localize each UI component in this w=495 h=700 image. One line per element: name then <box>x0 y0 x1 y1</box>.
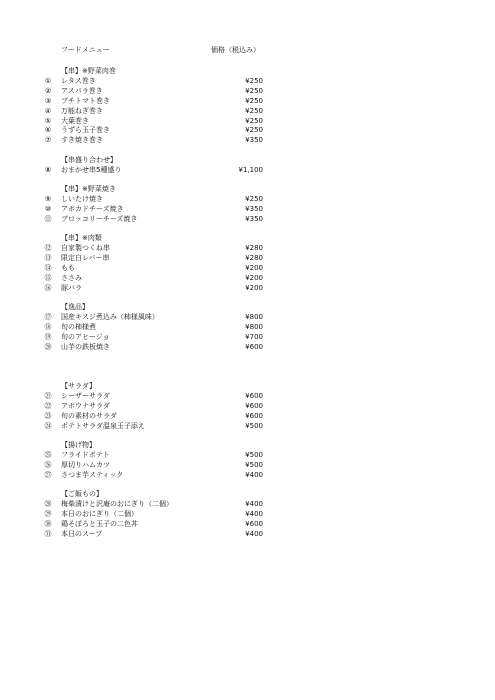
item-name: 本日のスープ <box>61 529 103 538</box>
item-number: ⑱ <box>44 322 52 331</box>
item-price: ¥500 <box>245 460 263 469</box>
section-title: 【串盛り合わせ】 <box>61 156 117 164</box>
menu-item-row <box>0 421 495 431</box>
item-price: ¥350 <box>245 204 263 213</box>
item-name: 鶏そぼろと玉子の二色丼 <box>61 519 138 528</box>
item-number: ⑬ <box>44 253 52 262</box>
item-price: ¥600 <box>245 519 263 528</box>
item-name: アスパラ巻き <box>61 86 103 95</box>
menu-item-row <box>0 273 495 283</box>
item-number: ③ <box>44 96 52 105</box>
item-name: 万能ねぎ巻き <box>61 106 103 115</box>
menu-item-row <box>0 401 495 411</box>
menu-item-row <box>0 76 495 86</box>
item-price: ¥400 <box>245 470 263 479</box>
menu-item-row <box>0 509 495 519</box>
item-name: 本日のおにぎり（二個） <box>61 509 138 518</box>
item-number: ㉒ <box>44 401 52 410</box>
item-number: ⑲ <box>44 332 52 341</box>
menu-title: フードメニュー <box>61 46 110 54</box>
item-name: シーザーサラダ <box>61 391 110 400</box>
item-number: ㉑ <box>44 391 52 400</box>
item-number: ⑮ <box>44 273 52 282</box>
item-number: ㉘ <box>44 499 52 508</box>
menu-item-row <box>0 214 495 224</box>
menu-item-row <box>0 106 495 116</box>
menu-item-row <box>0 322 495 332</box>
section-title: 【揚げ物】 <box>61 441 96 449</box>
item-number: ⑤ <box>44 116 52 125</box>
item-name: レタス巻き <box>61 76 96 85</box>
item-price: ¥500 <box>245 450 263 459</box>
menu-item-row <box>0 116 495 126</box>
item-number: ④ <box>44 106 52 115</box>
item-name: おまかせ串5種盛り <box>61 165 122 174</box>
item-price: ¥250 <box>245 76 263 85</box>
item-number: ⑳ <box>44 342 52 351</box>
menu-item-row <box>0 499 495 509</box>
item-name: 旬のアヒージョ <box>61 332 110 341</box>
menu-item-row <box>0 243 495 253</box>
menu-item-row <box>0 332 495 342</box>
item-price: ¥800 <box>245 312 263 321</box>
item-price: ¥500 <box>245 421 263 430</box>
menu-item-row <box>0 519 495 529</box>
item-price: ¥800 <box>245 322 263 331</box>
item-number: ㉚ <box>44 519 52 528</box>
item-price: ¥600 <box>245 391 263 400</box>
menu-item-row <box>0 125 495 135</box>
menu-item-row <box>0 96 495 106</box>
menu-item-row <box>0 263 495 273</box>
menu-item-row <box>0 470 495 480</box>
menu-item-row <box>0 312 495 322</box>
item-price: ¥600 <box>245 401 263 410</box>
item-price: ¥400 <box>245 499 263 508</box>
item-number: ⑥ <box>44 126 52 135</box>
item-price: ¥280 <box>245 253 263 262</box>
item-name: ブロッコリーチーズ焼き <box>61 214 138 223</box>
item-number: ⑧ <box>44 165 52 174</box>
menu-item-row <box>0 135 495 145</box>
menu-item-row <box>0 165 495 175</box>
menu-item-row <box>0 86 495 96</box>
item-number: ① <box>44 76 52 85</box>
item-number: ② <box>44 86 52 95</box>
item-number: ⑯ <box>44 283 52 292</box>
section-title: 【サラダ】 <box>61 382 97 390</box>
item-name: 豚バラ <box>61 283 82 292</box>
item-number: ⑫ <box>44 243 52 252</box>
menu-item-row <box>0 460 495 470</box>
item-name: 旬の柿様煮 <box>61 322 96 331</box>
menu-item-row <box>0 450 495 460</box>
menu-item-row <box>0 529 495 539</box>
item-name: うずら玉子巻き <box>61 126 110 135</box>
menu-item-row <box>0 253 495 263</box>
item-number: ㉕ <box>44 450 52 459</box>
item-price: ¥1,100 <box>238 165 263 174</box>
item-name: アボカドチーズ焼き <box>61 204 124 213</box>
item-name: 梅柴漬けと沢庵のおにぎり（二個） <box>61 499 173 508</box>
item-price: ¥280 <box>245 243 263 252</box>
item-name: しいたけ焼き <box>61 194 103 203</box>
item-number: ⑪ <box>44 214 52 223</box>
item-name: さつま芋スティック <box>61 470 124 479</box>
item-name: 山芋の鉄板焼き <box>61 342 110 351</box>
item-price: ¥200 <box>245 263 263 272</box>
item-number: ⑭ <box>44 263 52 272</box>
item-price: ¥200 <box>245 273 263 282</box>
menu-item-row <box>0 391 495 401</box>
item-name: 旬の素材のサラダ <box>61 411 117 420</box>
item-name: もも <box>61 263 75 272</box>
item-price: ¥600 <box>245 411 263 420</box>
item-name: ポテトサラダ温泉玉子添え <box>61 421 145 430</box>
item-price: ¥600 <box>245 342 263 351</box>
item-number: ⑩ <box>44 204 52 213</box>
item-price: ¥700 <box>245 332 263 341</box>
item-number: ㉖ <box>44 460 52 469</box>
price-column-header: 価格（税込み） <box>211 46 260 54</box>
menu-item-row <box>0 342 495 352</box>
item-number: ㉙ <box>44 509 52 518</box>
item-name: ささみ <box>61 273 82 282</box>
item-name: すき焼き巻き <box>61 136 103 145</box>
item-price: ¥250 <box>245 126 263 135</box>
item-name: 自家製つくね串 <box>61 243 110 252</box>
item-number: ㉔ <box>44 421 52 430</box>
menu-item-row <box>0 194 495 204</box>
item-price: ¥250 <box>245 194 263 203</box>
item-name: 大葉巻き <box>61 116 89 125</box>
item-number: ㉛ <box>44 529 52 538</box>
item-price: ¥250 <box>245 86 263 95</box>
menu-item-row <box>0 411 495 421</box>
item-number: ㉗ <box>44 470 52 479</box>
item-price: ¥200 <box>245 283 263 292</box>
section-title: 【ご飯もの】 <box>61 490 103 498</box>
item-price: ¥400 <box>245 529 263 538</box>
section-title: 【串】※野菜焼き <box>61 185 116 193</box>
item-price: ¥250 <box>245 96 263 105</box>
menu-item-row <box>0 204 495 214</box>
item-name: 限定白レバー串 <box>61 253 110 262</box>
item-price: ¥250 <box>245 106 263 115</box>
item-name: 国産キスジ煮込み（柿様風味） <box>61 312 159 321</box>
item-price: ¥350 <box>245 214 263 223</box>
item-name: プチトマト巻き <box>61 96 110 105</box>
item-number: ⑦ <box>44 136 52 145</box>
section-title: 【串】※肉類 <box>61 234 102 242</box>
item-number: ⑰ <box>44 312 52 321</box>
item-number: ㉓ <box>44 411 52 420</box>
item-number: ⑨ <box>44 194 52 203</box>
item-price: ¥350 <box>245 136 263 145</box>
item-name: 厚切りハムカツ <box>61 460 110 469</box>
item-name: フライドポテト <box>61 450 110 459</box>
section-title: 【逸品】 <box>61 303 89 311</box>
item-price: ¥250 <box>245 116 263 125</box>
section-title: 【串】※野菜肉巻 <box>61 67 116 75</box>
item-price: ¥400 <box>245 509 263 518</box>
item-name: アボウナサラダ <box>61 401 110 410</box>
menu-item-row <box>0 283 495 293</box>
